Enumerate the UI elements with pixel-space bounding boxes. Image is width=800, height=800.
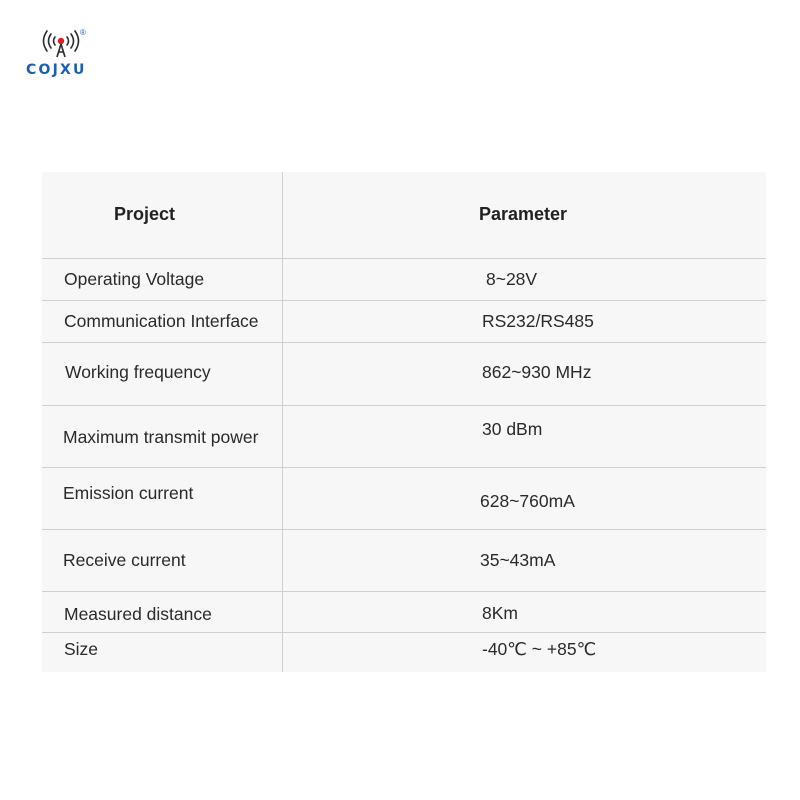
row-divider (42, 342, 766, 343)
row-divider (42, 300, 766, 301)
antenna-signal-icon (36, 30, 86, 60)
row-divider (42, 591, 766, 592)
row-project: Emission current (63, 483, 194, 503)
row-divider (42, 258, 766, 259)
row-parameter: 862~930 MHz (482, 362, 592, 382)
row-parameter: -40℃ ~ +85℃ (482, 639, 597, 659)
row-project: Size (64, 639, 99, 659)
header-parameter: Parameter (479, 204, 568, 224)
column-divider (282, 172, 283, 672)
row-parameter: 628~760mA (480, 491, 575, 511)
brand-logo (22, 30, 102, 80)
brand-name: COJXU (26, 62, 87, 78)
row-project: Maximum transmit power (63, 427, 259, 447)
row-project: Measured distance (64, 604, 212, 624)
row-project: Receive current (63, 550, 186, 570)
header-project: Project (114, 204, 176, 224)
registered-mark: ® (80, 28, 86, 37)
row-parameter: 8~28V (486, 269, 538, 289)
row-project: Working frequency (65, 362, 211, 382)
row-parameter: RS232/RS485 (482, 311, 594, 331)
row-divider (42, 405, 766, 406)
row-parameter: 35~43mA (480, 550, 556, 570)
spec-table (42, 172, 766, 672)
row-divider (42, 632, 766, 633)
row-project: Operating Voltage (64, 269, 205, 289)
row-parameter: 30 dBm (482, 419, 543, 439)
row-divider (42, 467, 766, 468)
row-parameter: 8Km (482, 603, 518, 623)
row-divider (42, 529, 766, 530)
row-project: Communication Interface (64, 311, 259, 331)
